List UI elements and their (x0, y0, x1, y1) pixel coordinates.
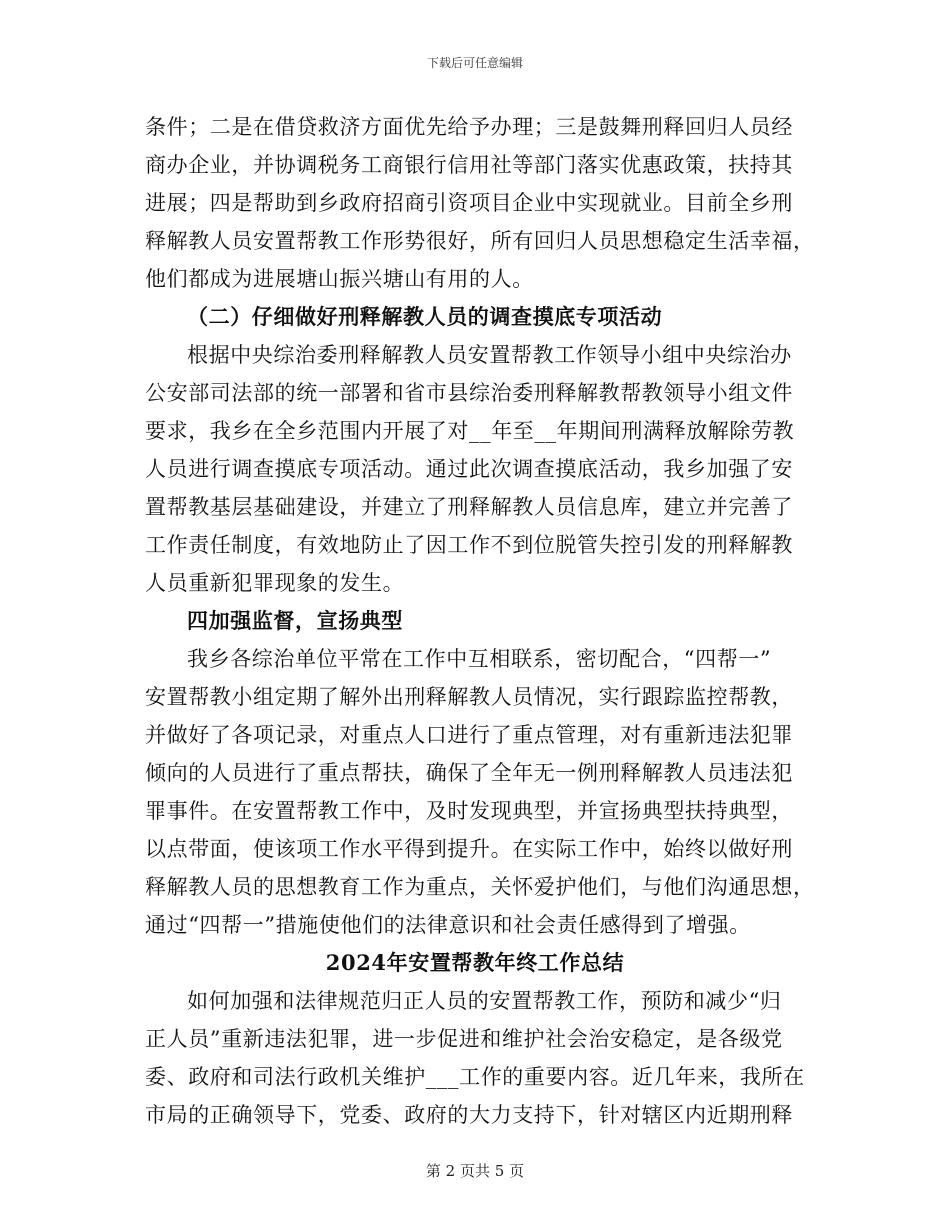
text-line: 置帮教基层基础建设，并建立了刑释解教人员信息库，建立并完善了 (145, 495, 793, 519)
text-line: 条件；二是在借贷救济方面优先给予办理；三是鼓舞刑释回归人员经 (145, 115, 793, 139)
text-line: 安置帮教小组定期了解外出刑释解教人员情况，实行跟踪监控帮教， (145, 685, 793, 709)
text-line: 委、政府和司法行政机关维护___工作的重要内容。近几年来，我所在 (145, 1065, 805, 1089)
text-line: 人员重新犯罪现象的发生。 (145, 571, 405, 595)
paragraph-1 (145, 108, 815, 298)
document-title: 2024年安置帮教年终工作总结 (325, 950, 625, 975)
text-line: 进展；四是帮助到乡政府招商引资项目企业中实现就业。目前全乡刑 (145, 191, 793, 215)
text-line: 市局的正确领导下，党委、政府的大力支持下，针对辖区内近期刑释 (145, 1103, 793, 1127)
text-line: 工作责任制度，有效地防止了因工作不到位脱管失控引发的刑释解教 (145, 533, 793, 557)
paragraph-4 (145, 982, 805, 1134)
text-line: 我乡各综治单位平常在工作中互相联系，密切配合，“四帮一” (187, 647, 772, 671)
paragraph-3 (145, 640, 815, 944)
section-heading: 四加强监督，宣扬典型 (187, 608, 403, 633)
text-line: 倾向的人员进行了重点帮扶，确保了全年无一例刑释解教人员违法犯 (145, 761, 793, 785)
text-line: 人员进行调查摸底专项活动。通过此次调查摸底活动，我乡加强了安 (145, 457, 793, 481)
text-line: 如何加强和法律规范归正人员的安置帮教工作，预防和减少“归 (187, 989, 782, 1013)
text-line: 以点带面，使该项工作水平得到提升。在实际工作中，始终以做好刑 (145, 837, 793, 861)
text-line: 公安部司法部的统一部署和省市县综治委刑释解教帮教领导小组文件 (145, 381, 793, 405)
text-line: 他们都成为进展塘山振兴塘山有用的人。 (145, 267, 534, 291)
section-heading: （二）仔细做好刑释解教人员的调查摸底专项活动 (187, 304, 663, 329)
page-number: 第 2 页共 5 页 (425, 1162, 525, 1180)
text-line: 释解教人员的思想教育工作为重点，关怀爱护他们，与他们沟通思想， (145, 875, 815, 899)
text-line: 正人员”重新违法犯罪，进一步促进和维护社会治安稳定，是各级党 (145, 1027, 783, 1051)
document-body (145, 108, 815, 1134)
text-line: 根据中央综治委刑释解教人员安置帮教工作领导小组中央综治办 (187, 343, 792, 367)
paragraph-2 (145, 336, 805, 602)
text-line: 要求，我乡在全乡范围内开展了对__年至__年期间刑满释放解除劳教 (145, 419, 795, 443)
text-line: 通过“四帮一”措施使他们的法律意识和社会责任感得到了增强。 (145, 913, 751, 937)
text-line: 并做好了各项记录，对重点人口进行了重点管理，对有重新违法犯罪 (145, 723, 793, 747)
page-header: 下载后可任意编辑 (426, 56, 523, 70)
text-line: 商办企业，并协调税务工商银行信用社等部门落实优惠政策，扶持其 (145, 153, 793, 177)
text-line: 罪事件。在安置帮教工作中，及时发现典型，并宣扬典型扶持典型， (145, 799, 793, 823)
text-line: 释解教人员安置帮教工作形势很好，所有回归人员思想稳定生活幸福， (145, 229, 815, 253)
